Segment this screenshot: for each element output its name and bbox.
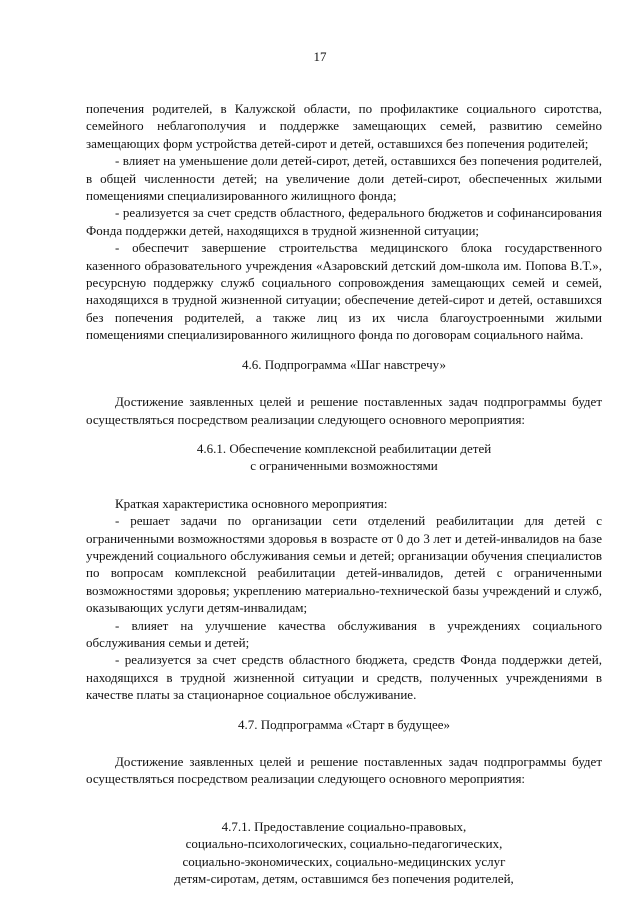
paragraph: попечения родителей, в Калужской области, по профилактике социального сиротства, семейного неблагополучия и поддержке замещающих семей, развитию семейно замещающих форм устройства детей-сирот и детей, оставшихся без попечения родителей;: [86, 101, 602, 151]
paragraph: - реализуется за счет средств областного бюджета, средств Фонда поддержки детей, находящихся в трудной жизненной ситуации и средств, полученных учреждениями в качестве платы за стационарное социальное обслуживание.: [86, 652, 602, 703]
subsection-heading-4-7-1-cont: социально-психологических, социально-педагогических,: [185, 836, 503, 852]
section-intro: Достижение заявленных целей и решение поставленных задач подпрограммы будет осуществляться посредством реализации следующего основного мероприятия:: [86, 394, 602, 427]
subsection-heading-4-7-1-cont: социально-экономических, социально-медицинских услуг: [182, 853, 506, 869]
subsection-heading-4-7-1: 4.7.1. Предоставление социально-правовых,: [221, 818, 467, 834]
subsection-heading-4-7-1-cont: детям-сиротам, детям, оставшимся без попечения родителей,: [174, 871, 514, 887]
section-heading-4-6: 4.6. Подпрограмма «Шаг навстречу»: [242, 356, 446, 372]
paragraph: - влияет на улучшение качества обслуживания в учреждениях социального обслуживания семьи и детей;: [86, 617, 602, 650]
paragraph: - реализуется за счет средств областного, федерального бюджетов и софинансирования Фонда поддержки детей, находящихся в трудной жизненной ситуации;: [86, 205, 602, 238]
section-intro: Достижение заявленных целей и решение поставленных задач подпрограммы будет осуществляться посредством реализации следующего основного мероприятия:: [86, 754, 602, 787]
paragraph: - обеспечит завершение строительства медицинского блока государственного казенного образовательного учреждения «Азаровский детский дом-школа им. Попова В.Т.», ресурсную поддержку служб социального сопровождения замещающих семей и семей, находящихся в трудной жизненной ситуации; обеспечение детей-сирот и детей, оставшихся без попечения родителей, а также лиц из их числа благоустроенными жилыми помещениями специализированного жилищного фонда по договорам социального найма.: [86, 240, 602, 343]
paragraph: - влияет на уменьшение доли детей-сирот, детей, оставшихся без попечения родителей, в общей численности детей; на увеличение доли детей-сирот, обеспеченных жилыми помещениями специализированного жилищного фонда;: [86, 153, 602, 204]
paragraph: - решает задачи по организации сети отделений реабилитации для детей с ограниченными возможностями здоровья в возрасте от 0 до 3 лет и детей-инвалидов на базе учреждений социального обслуживания семьи и детей; организации обучения специалистов по вопросам комплексной реабилитации детей-инвалидов, детей с ограниченными возможностями здоровья; укреплению материально-технической базы учреждений и служб, оказывающих услуги детям-инвалидам;: [86, 513, 602, 616]
brief-characteristic-label: Краткая характеристика основного мероприятия:: [115, 495, 388, 511]
document-body: [86, 100, 602, 887]
subsection-heading-4-6-1-cont: с ограниченными возможностями: [250, 458, 438, 474]
page-number: 17: [313, 49, 327, 64]
section-heading-4-7: 4.7. Подпрограмма «Старт в будущее»: [237, 716, 451, 732]
subsection-heading-4-6-1: 4.6.1. Обеспечение комплексной реабилитации детей: [196, 440, 492, 456]
